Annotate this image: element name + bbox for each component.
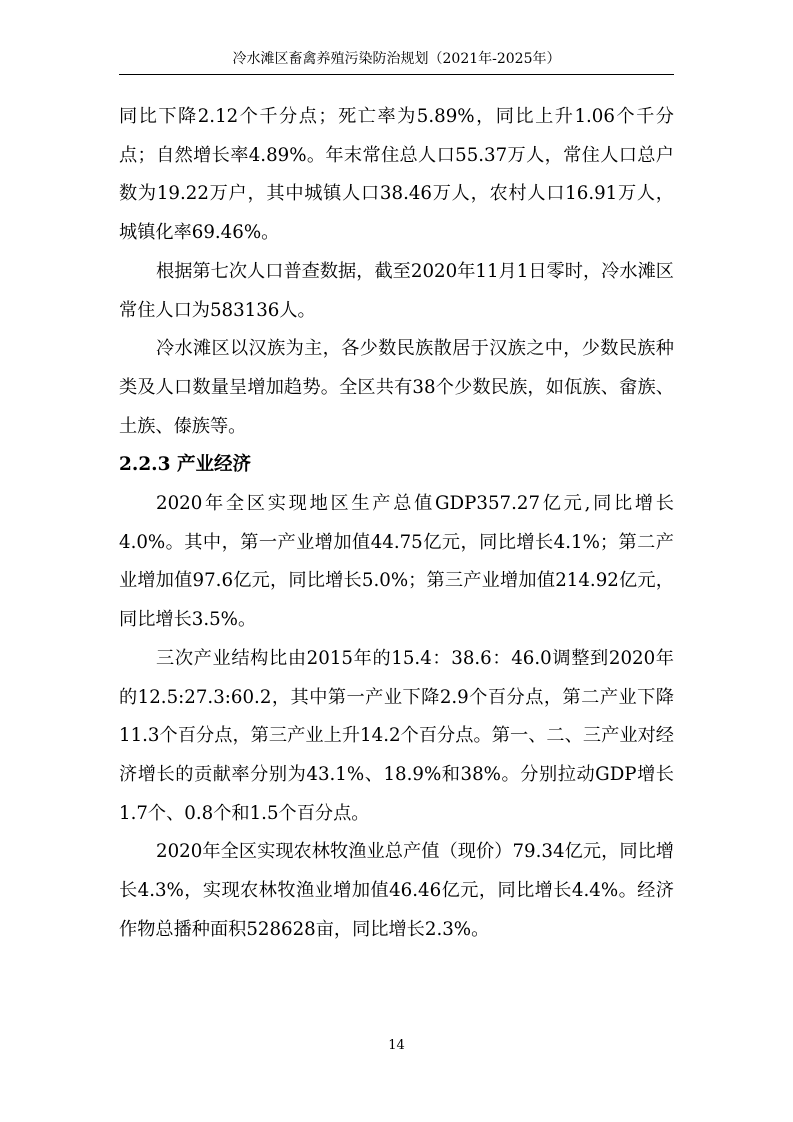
paragraph-gdp: 2020年全区实现地区生产总值GDP357.27亿元,同比增长4.0%。其中，第一产业增加值44.75亿元，同比增长4.1%；第二产业增加值97.6亿元，同比增长5.0%；第三产业增加值214.92亿元，同比增长3.5%。 xyxy=(119,493,674,631)
header-divider xyxy=(119,74,674,75)
paragraph-ethnic-groups: 冷水滩区以汉族为主，各少数民族散居于汉族之中，少数民族种类及人口数量呈增加趋势。全区共有38个少数民族，如佤族、畲族、土族、傣族等。 xyxy=(119,338,674,437)
paragraph-population-continued: 同比下降2.12个千分点；死亡率为5.89%，同比上升1.06个千分点；自然增长率4.89%。年末常住总人口55.37万人，常住人口总户数为19.22万户，其中城镇人口38.46万人，农村人口16.91万人，城镇化率69.46%。 xyxy=(119,106,674,244)
page-header: 冷水滩区畜禽养殖污染防治规划（2021年-2025年） xyxy=(232,51,561,67)
document-body xyxy=(119,98,674,949)
section-heading: 2.2.3 产业经济 xyxy=(119,454,251,476)
paragraph-industry-structure: 三次产业结构比由2015年的15.4：38.6：46.0调整到2020年的12.5:27.3:60.2，其中第一产业下降2.9个百分点，第二产业下降11.3个百分点，第三产业上升14.2个百分点。第一、二、三产业对经济增长的贡献率分别为43.1%、18.9%和38%。分别拉动GDP增长1.7个、0.8个和1.5个百分点。 xyxy=(119,647,674,824)
paragraph-census: 根据第七次人口普查数据，截至2020年11月1日零时，冷水滩区常住人口为583136人。 xyxy=(119,260,674,321)
paragraph-agriculture: 2020年全区实现农林牧渔业总产值（现价）79.34亿元，同比增长4.3%，实现农林牧渔业增加值46.46亿元，同比增长4.4%。经济作物总播种面积528628亩，同比增长2.3%。 xyxy=(119,841,674,940)
page-number: 14 xyxy=(388,1038,405,1053)
